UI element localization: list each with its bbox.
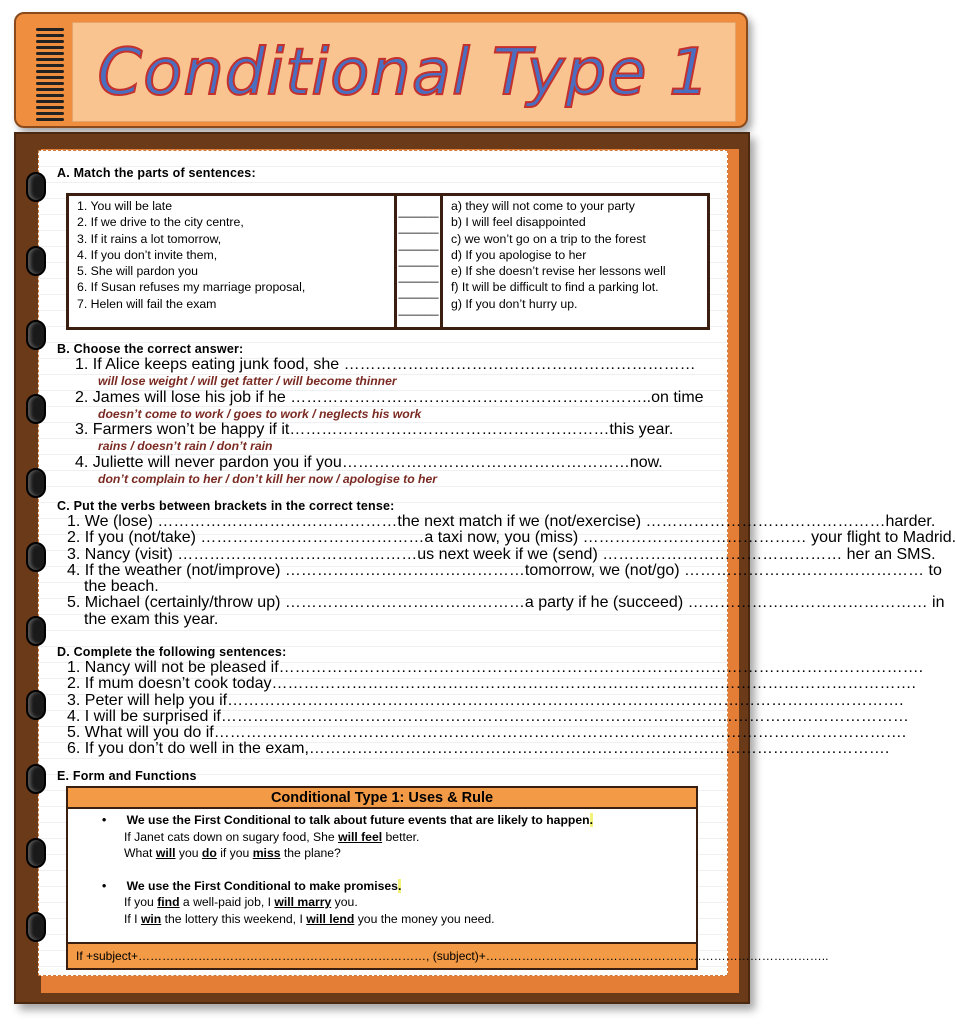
exercise-line[interactable]: 6. If you don’t do well in the exam,………………………………………………………………………………………………. — [67, 740, 890, 758]
section-b-title: B. Choose the correct answer: — [57, 342, 244, 356]
exercise-line[interactable]: 2. If you (not/take) ……………………………………a taxi now, you (miss) …………………………………… your flight to Madrid. — [67, 529, 956, 547]
section-e-title: E. Form and Functions — [57, 769, 197, 783]
ring-icon — [26, 764, 46, 794]
matching-table — [66, 193, 710, 330]
question-text: 4. Juliette will never pardon you if you………………………………………………now. — [75, 453, 663, 471]
section-d — [57, 644, 924, 758]
example-line: What will you do if you miss the plane? — [124, 846, 341, 860]
match-left-item: 2. If we drive to the city centre, — [77, 215, 244, 230]
section-c-title: C. Put the verbs between brackets in the correct tense: — [57, 499, 395, 513]
answer-options[interactable]: will lose weight / will get fatter / will become thinner — [98, 374, 397, 389]
answer-blank[interactable]: ______ — [398, 220, 439, 235]
answer-blank[interactable]: ______ — [398, 269, 439, 284]
match-left-item: 6. If Susan refuses my marriage proposal, — [77, 280, 306, 295]
page-title: Conditional Type 1 — [97, 36, 711, 110]
question-text: 3. Farmers won’t be happy if it……………………………………………………this year. — [75, 421, 674, 439]
exercise-line[interactable]: 4. I will be surprised if………………………………………………………………………………………………………………… — [67, 707, 909, 725]
answer-blank[interactable]: ______ — [398, 252, 439, 267]
section-c — [57, 498, 956, 628]
exercise-line-continued: the exam this year. — [84, 610, 219, 628]
exercise-line[interactable]: 5. Michael (certainly/throw up) ………………………………………a party if he (succeed) ……………………………………… in — [67, 594, 945, 612]
formula-line[interactable]: If +subject+………………………………………………………………, (subject)+………………………………………………………………………….. — [68, 942, 696, 968]
match-right-item: b) I will feel disappointed — [451, 215, 586, 230]
rule-2: • We use the First Conditional to make promises. — [102, 878, 402, 893]
bullet-icon: • — [102, 878, 107, 893]
match-right-item: f) It will be difficult to find a parking lot. — [451, 280, 659, 295]
ring-binding — [26, 172, 48, 986]
exercise-line[interactable]: 4. If the weather (not/improve) ………………………………………tomorrow, we (not/go) ……………………………………… to — [67, 561, 942, 579]
ring-icon — [26, 838, 46, 868]
example-line: If I win the lottery this weekend, I will lend you the money you need. — [124, 911, 495, 926]
match-right-item: e) If she doesn’t revise her lessons well — [451, 264, 666, 279]
example-line: If Janet cats down on sugary food, She will feel better. — [124, 829, 420, 844]
ring-icon — [26, 468, 46, 498]
section-d-title: D. Complete the following sentences: — [57, 645, 287, 659]
matching-answer-column — [397, 196, 443, 327]
matching-left-column — [69, 196, 397, 327]
ring-icon — [26, 542, 46, 572]
exercise-line[interactable]: 5. What will you do if…………………………………………………………………………………………………………………. — [67, 724, 907, 742]
match-right-item: g) If you don’t hurry up. — [451, 296, 578, 311]
rules-box — [66, 786, 829, 970]
exercise-line[interactable]: 1. We (lose) ………………………………………the next match if we (not/exercise) ………………………………………harder. — [67, 513, 936, 530]
answer-blank[interactable]: ______ — [398, 204, 439, 218]
exercise-line[interactable]: 3. Nancy (visit) ………………………………………us next week if we (send) ……………………………………… her an SMS. — [67, 545, 936, 563]
answer-options[interactable]: doesn’t come to work / goes to work / neglects his work — [98, 406, 422, 421]
match-left-item: 7. Helen will fail the exam — [77, 296, 217, 311]
exercise-line[interactable]: 3. Peter will help you if………………………………………………………………………………………………………………. — [67, 691, 904, 709]
answer-options[interactable]: rains / doesn’t rain / don’t rain — [98, 439, 273, 454]
exercise-line[interactable]: 2. If mum doesn’t cook today…………………………………………………………………………………………………………. — [67, 675, 916, 693]
example-line: If you find a well-paid job, I will marry you. — [124, 895, 358, 909]
answer-blank[interactable]: ______ — [398, 285, 439, 300]
match-right-item: c) we won’t go on a trip to the forest — [451, 231, 646, 246]
ring-icon — [26, 172, 46, 202]
bullet-icon: • — [102, 813, 107, 827]
ring-icon — [26, 912, 46, 942]
exercise-line[interactable]: 1. Nancy will not be pleased if…………………………………………………………………………………………………………. — [67, 659, 924, 676]
match-left-item: 4. If you don’t invite them, — [77, 247, 218, 262]
question-text: 2. James will lose his job if he …………………………………………………………..on time — [75, 388, 704, 406]
ring-icon — [26, 394, 46, 424]
ring-icon — [26, 320, 46, 350]
question-text: 1. If Alice keeps eating junk food, she ………………………………………………………… — [75, 356, 696, 373]
match-right-item: a) they will not come to your party — [451, 199, 635, 213]
title-banner — [14, 12, 748, 128]
answer-blank[interactable]: ______ — [398, 236, 439, 251]
ring-icon — [26, 246, 46, 276]
ring-icon — [26, 690, 46, 720]
match-left-item: 3. If it rains a lot tomorrow, — [77, 231, 222, 246]
section-b — [57, 341, 717, 487]
title-panel — [72, 22, 736, 122]
section-a-title: A. Match the parts of sentences: — [57, 166, 256, 180]
match-left-item: 1. You will be late — [77, 199, 173, 213]
exercise-line-continued: the beach. — [84, 578, 159, 596]
rules-box-title: Conditional Type 1: Uses & Rule — [68, 788, 696, 809]
match-right-item: d) If you apologise to her — [451, 247, 587, 262]
spiral-binding-icon — [36, 28, 66, 124]
ring-icon — [26, 616, 46, 646]
match-left-item: 5. She will pardon you — [77, 264, 198, 279]
matching-right-column — [443, 196, 707, 327]
answer-options[interactable]: don’t complain to her / don’t kill her now / apologise to her — [98, 472, 437, 487]
answer-blank[interactable]: ______ — [398, 301, 439, 316]
rule-1: • We use the First Conditional to talk about future events that are likely to happen. — [102, 813, 593, 827]
